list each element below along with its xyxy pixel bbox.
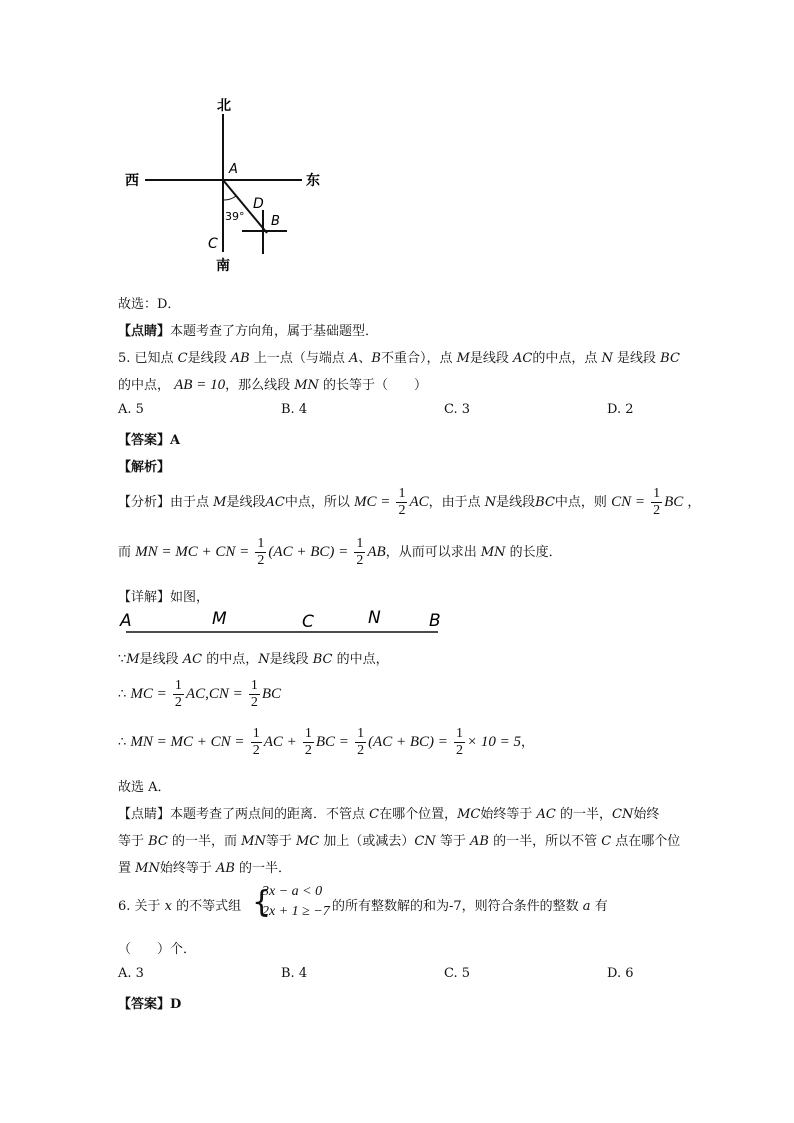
- q6-option-d: D. 6: [607, 966, 634, 981]
- point-b-label: B: [271, 214, 280, 229]
- q5-stem-line2: 的中点， AB = 10，那么线段 MN 的长等于（ ）: [118, 377, 428, 393]
- angle-label: 39°: [225, 210, 245, 223]
- q5-option-c: C. 3: [444, 402, 471, 417]
- segment-label-n: N: [368, 608, 381, 628]
- segment-diagram: [116, 606, 446, 640]
- east-label: 东: [306, 173, 320, 189]
- q5-analysis-header: 【解析】: [118, 460, 171, 475]
- q5-stem-line1: 5. 已知点 C是线段 AB 上一点（与端点 A、B不重合），点 M是线段 AC的中点，点 N 是线段 BC: [118, 351, 680, 366]
- q6-stem-line1-rest: 的所有整数解的和为-7，则符合条件的整数 a 有: [332, 899, 608, 914]
- q5-option-b: B. 4: [281, 402, 308, 417]
- q5-detail-header: 【详解】如图，: [118, 590, 210, 605]
- q5-therefore-line2: ∴ MN = MC + CN = $\frac{1}{2}$ AC + $\frac{1}{2}$ BC = $\frac{1}{2}$ (AC + BC) = $\frac{1}{2}$ × 10 = 5，: [118, 726, 535, 758]
- segment-label-b: B: [429, 611, 441, 631]
- q5-remark-line1: 【点睛】本题考查了两点间的距离．不管点 C在哪个位置，MC始终等于 AC 的一半，CN始终: [118, 807, 660, 822]
- compass-diagram: [120, 92, 330, 277]
- q5-answer-line: 故选 A．: [118, 780, 171, 795]
- north-label: 北: [217, 98, 231, 114]
- q6-option-b: B. 4: [281, 966, 308, 981]
- q5-remark-line2: 等于 BC 的一半，而 MN等于 MC 加上（或减去）CN 等于 AB 的一半，所以不管 C 点在哪个位: [118, 834, 681, 849]
- q6-stem-line1: 6. 关于 x 的不等式组: [118, 899, 242, 914]
- q5-answer: 【答案】A: [118, 433, 181, 448]
- remark-tag: 【点睛】: [118, 324, 171, 339]
- q6-option-a: A. 3: [118, 966, 144, 981]
- south-label: 南: [216, 258, 230, 274]
- q6-ineq2: 2x + 1 ≥ −7: [262, 904, 330, 919]
- q6-answer: 【答案】D: [118, 997, 182, 1012]
- remark-text: 本题考查了方向角，属于基础题型．: [170, 324, 379, 339]
- q5-remark-line3: 置 MN始终等于 AB 的一半．: [118, 861, 292, 876]
- point-c-label: C: [208, 236, 218, 252]
- q4-remark: [118, 320, 378, 339]
- q5-option-a: A. 5: [118, 402, 144, 417]
- segment-label-m: M: [212, 609, 227, 629]
- segment-label-a: A: [120, 611, 132, 631]
- q6-option-c: C. 5: [444, 966, 471, 981]
- q5-analysis-line2: 而 MN = MC + CN = $\frac{1}{2}$ (AC + BC) = $\frac{1}{2}$ AB，从而可以求出 MN 的长度．: [118, 536, 562, 568]
- point-a-label: A: [229, 162, 238, 177]
- q5-because-line: ∵M是线段 AC 的中点，N是线段 BC 的中点，: [118, 652, 389, 667]
- q5-option-d: D. 2: [607, 402, 634, 417]
- q5-therefore-line1: ∴ MC = $\frac{1}{2}$ AC,CN = $\frac{1}{2}$ BC: [118, 678, 282, 710]
- west-label: 西: [125, 173, 139, 189]
- q6-ineq1: 3x − a < 0: [262, 884, 323, 899]
- q4-answer-line: 故选：D．: [118, 297, 181, 312]
- q6-inequality-system: { 3x − a < 0 2x + 1 ≥ −7: [252, 884, 330, 920]
- segment-label-c: C: [302, 612, 314, 632]
- q6-stem-line2: （ ）个．: [118, 942, 197, 957]
- point-d-label: D: [253, 196, 264, 212]
- q5-analysis-line1: 【分析】由于点 M是线段AC中点，所以 MC = $\frac{1}{2}$ AC，由于点 N是线段BC中点，则 CN = $\frac{1}{2}$ BC ，: [118, 486, 701, 518]
